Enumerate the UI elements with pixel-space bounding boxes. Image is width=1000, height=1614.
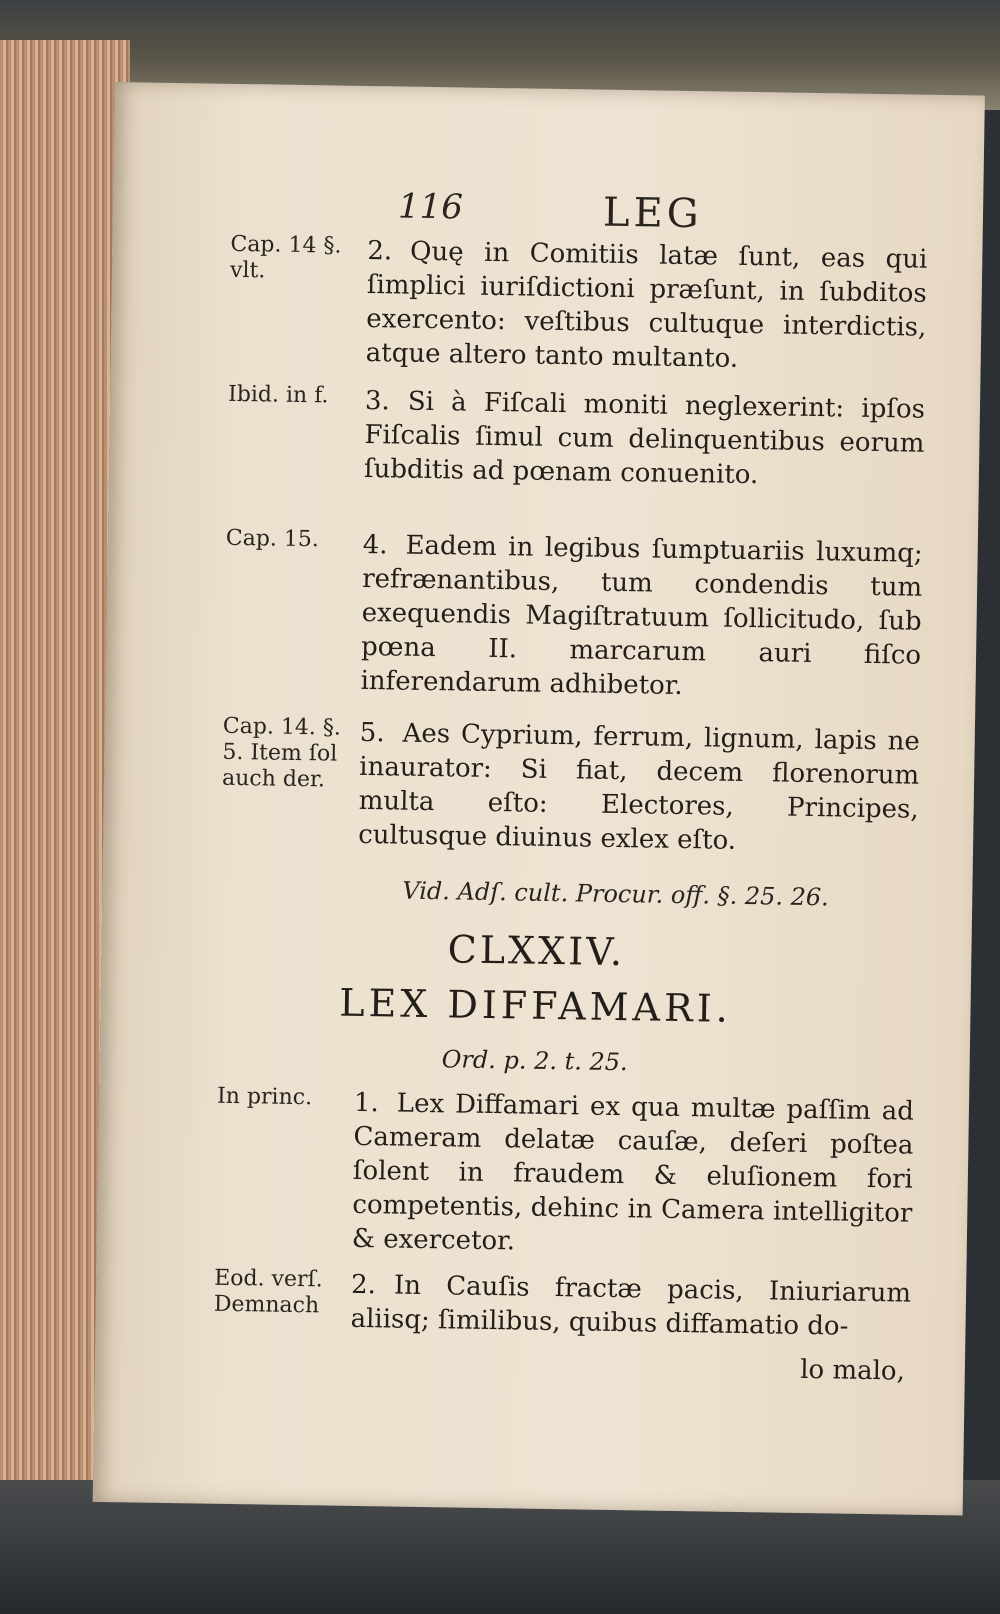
paragraph <box>360 528 923 707</box>
section-title: LEX DIFFAMARI. <box>338 980 733 1031</box>
paragraph-number: 4. <box>362 529 388 561</box>
margin-note: Cap. 14 §. vlt. <box>229 231 342 284</box>
paragraph-number: 1. <box>353 1087 380 1119</box>
paragraph <box>350 1268 911 1345</box>
paragraph <box>364 384 926 495</box>
catchword: lo malo, <box>799 1354 906 1387</box>
paragraph-number: 2. <box>367 235 393 267</box>
paragraph <box>358 716 920 861</box>
margin-note: Cap. 14. §. 5. Item ſol auch der. <box>221 713 342 793</box>
margin-note: Cap. 15. <box>225 525 320 553</box>
section-source: Ord. p. 2. t. 25. <box>441 1045 628 1077</box>
margin-note: Ibid. in f. <box>227 381 329 409</box>
paragraph-text: Lex Diffamari ex qua multæ paſſim ad Cameram delatæ cauſæ, deſeri poſtea ſolent in fraudem & eluſionem fori competentis, dehinc in Camera intelligitor & exercetor. <box>351 1088 915 1257</box>
paragraph-number: 3. <box>364 385 391 417</box>
paragraph <box>352 1086 915 1265</box>
paragraph-number: 5. <box>359 717 385 749</box>
book-page <box>93 82 985 1515</box>
paragraph-text: In Cauſis fractæ pacis, Iniuriarum aliisq; ſimilibus, quibus diffamatio do- <box>350 1270 912 1342</box>
margin-note: In princ. <box>216 1083 313 1111</box>
margin-note: Eod. verſ. Demnach <box>213 1265 323 1319</box>
paragraph-text: Eadem in legibus ſumptuariis luxumq; refrænantibus, tum condendis tum exequendis Magiſtratuum ſollicitudo, ſub pœna II. marcarum auri fiſco inferendarum adhibetor. <box>360 530 923 701</box>
paragraph-text: Quę in Comitiis latæ ſunt, eas qui ſimplici iuriſdictioni præſunt, in ſubditos exercento: veſtibus cultuque interdictis, atque altero tanto multanto. <box>365 236 928 374</box>
cross-reference: Vid. Adſ. cult. Procur. off. §. 25. 26. <box>402 876 830 912</box>
paragraph-text: Si à Fiſcali moniti neglexerint: ipſos Fiſcalis ſimul cum delinquentibus eorum ſubditis ad pœnam conuenito. <box>363 386 926 491</box>
section-numeral: CLXXIV. <box>447 927 626 975</box>
paragraph <box>366 234 928 379</box>
running-head-title: LEG <box>602 189 704 238</box>
page-number: 116 <box>397 186 464 228</box>
paragraph-number: 2. <box>350 1269 377 1301</box>
paragraph-text: Aes Cyprium, ferrum, lignum, lapis ne inaurator: Si fiat, decem florenorum multa eſto: Electores, Principes, cultusque diuinus exlex eſto. <box>357 718 920 856</box>
